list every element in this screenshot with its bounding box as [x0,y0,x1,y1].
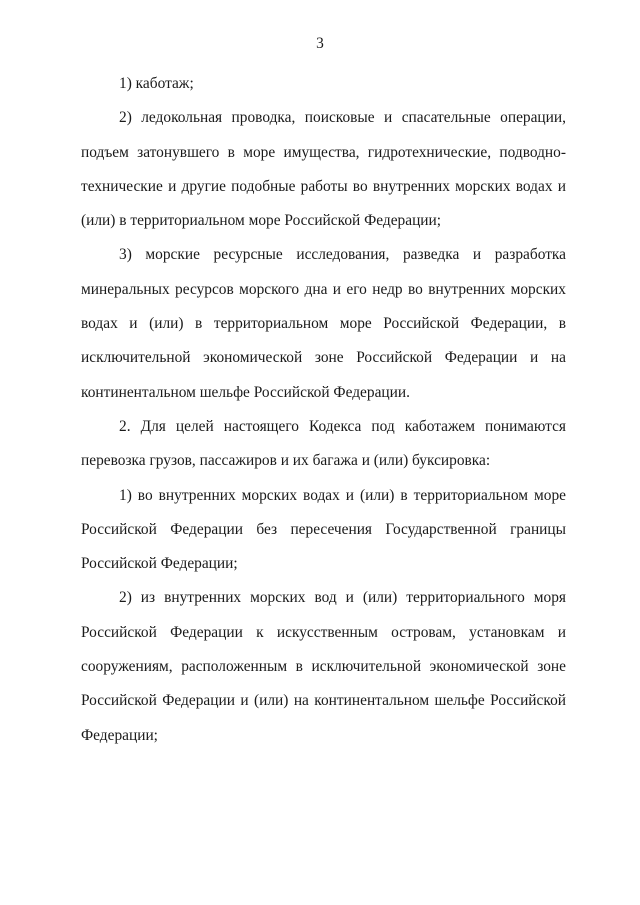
paragraph-subitem-2: 2) из внутренних морских вод и (или) территориального моря Российской Федерации к искусственным островам, установкам и сооружениям, расположенным в исключительной экономической зоне Российской Федерации и (или) на континентальном шельфе Российской Федерации; [81,589,566,744]
paragraph-subitem-1: 1) во внутренних морских водах и (или) в территориальном море Российской Федерации без пересечения Государственной границы Российской Федерации; [81,486,566,573]
paragraph-item-2: 2) ледокольная проводка, поисковые и спасательные операции, подъем затонувшего в море имущества, гидротехнические, подводно-технические и другие подобные работы во внутренних морских водах и (или) в территориальном море Российской Федерации; [81,109,566,230]
paragraph-item-3: 3) морские ресурсные исследования, разведка и разработка минеральных ресурсов морского дна и его недр во внутренних морских водах и (или) в территориальном море Российской Федерации, в исключительной экономической зоне Российской Федерации и на континентальном шельфе Российской Федерации. [81,246,566,401]
document-body [81,67,566,753]
page-number: 3 [316,35,324,52]
paragraph-clause-2: 2. Для целей настоящего Кодекса под каботажем понимаются перевозка грузов, пассажиров и их багажа и (или) буксировка: [81,417,566,470]
paragraph-item-1: 1) каботаж; [119,75,194,92]
